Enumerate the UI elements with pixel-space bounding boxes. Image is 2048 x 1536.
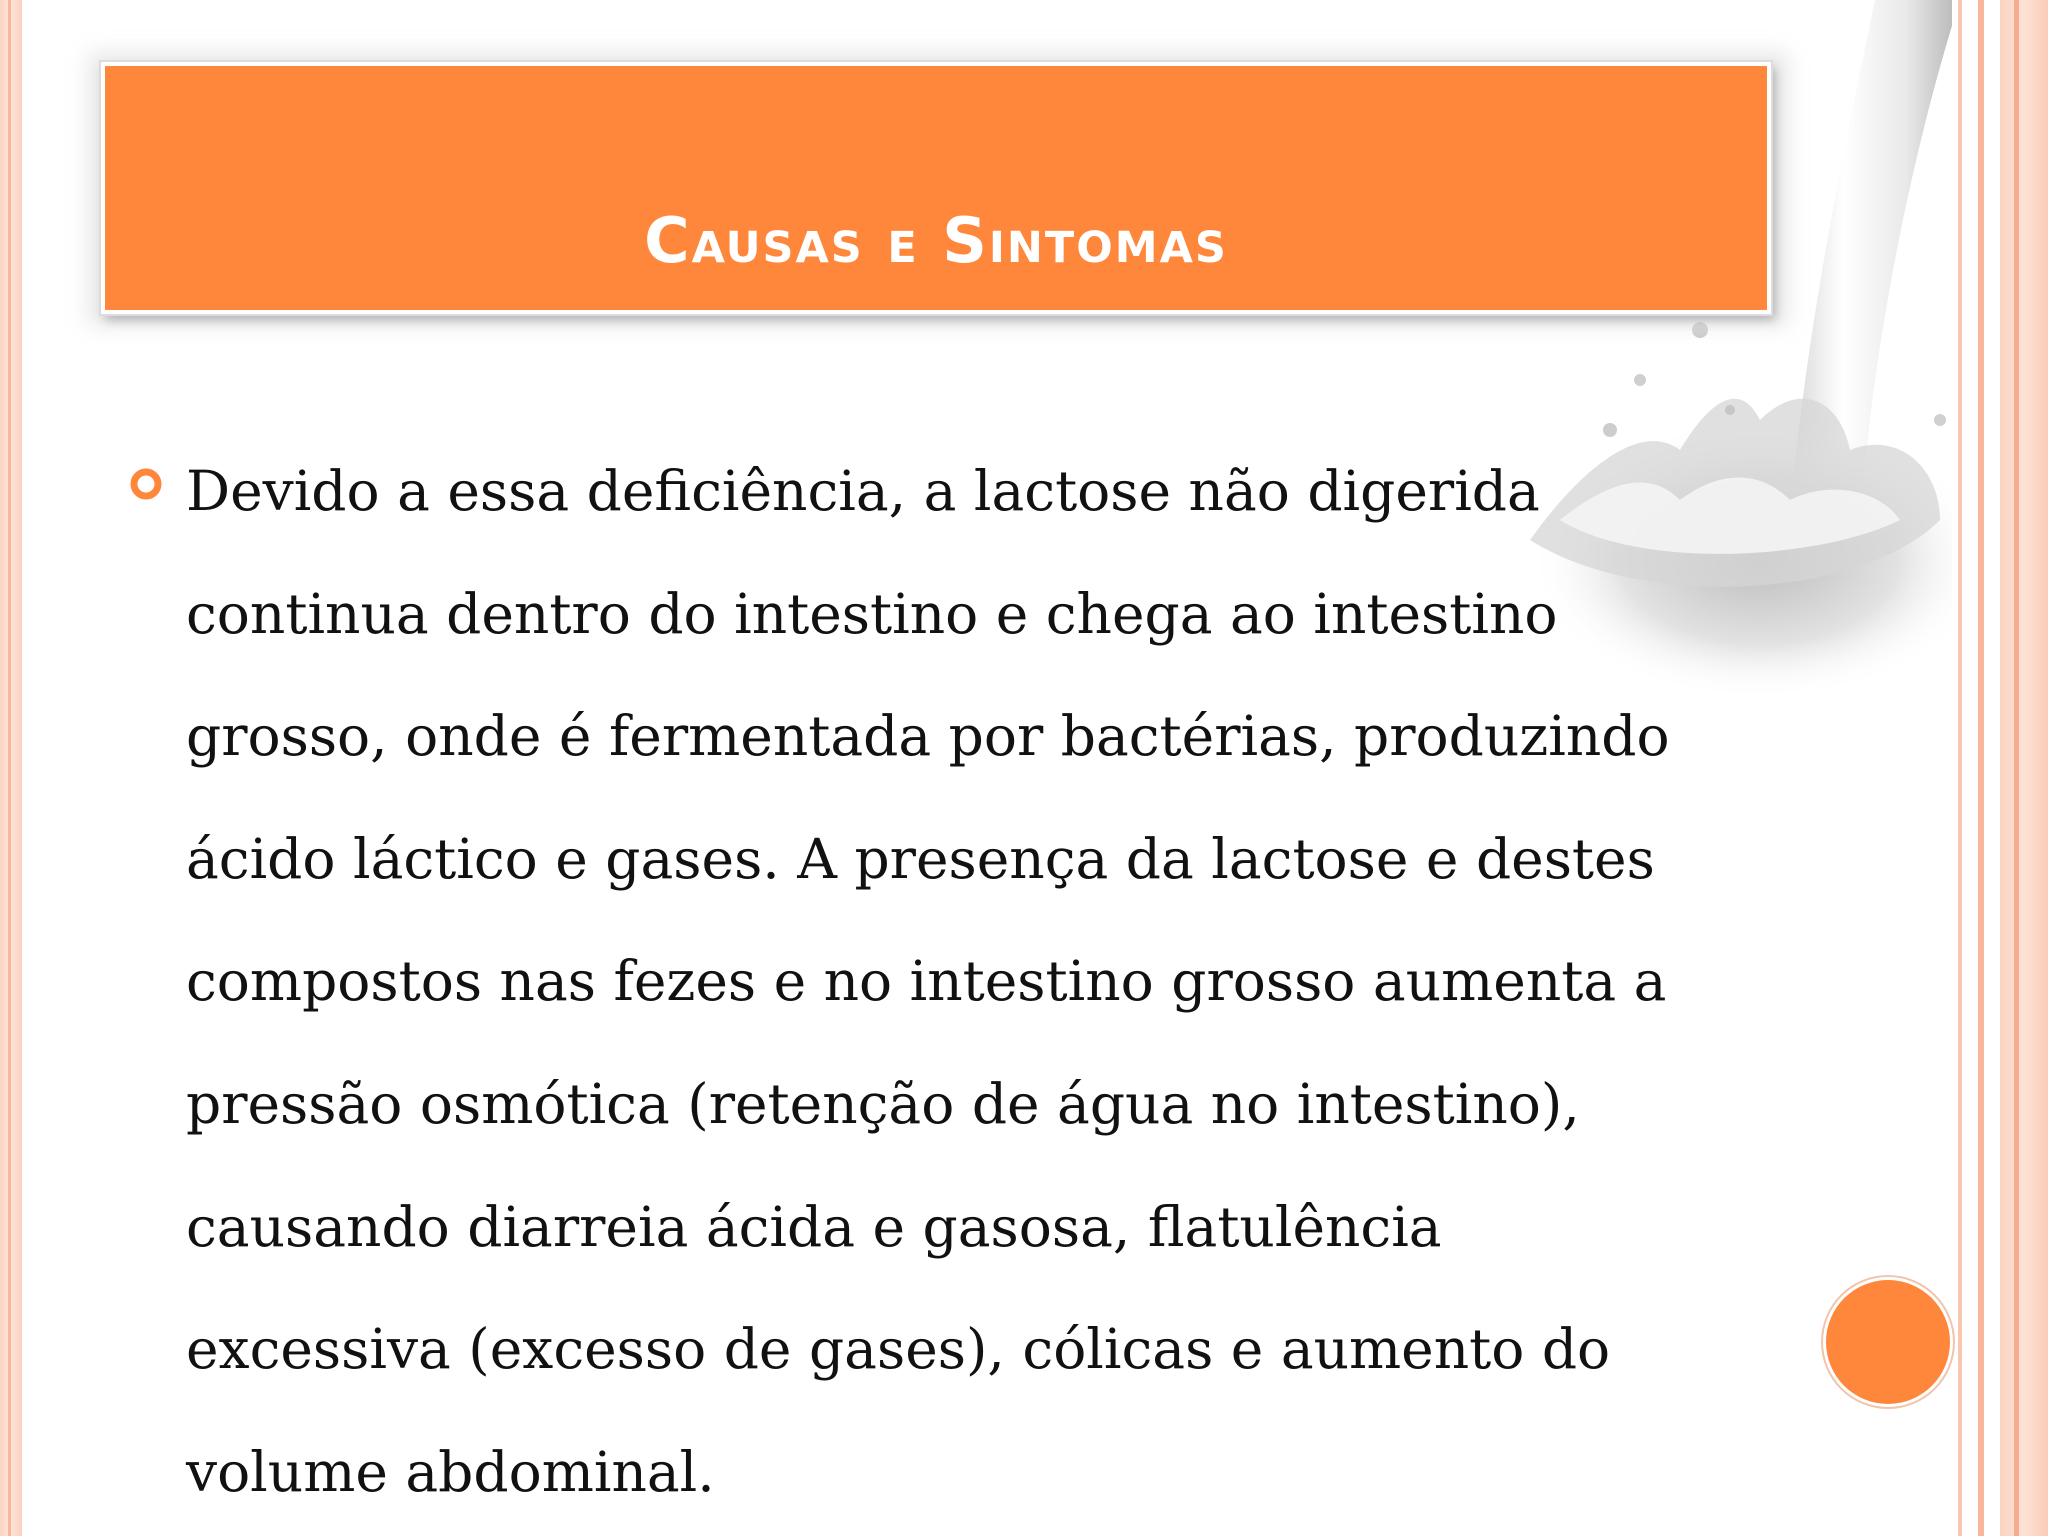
orange-circle-decoration [1826, 1280, 1950, 1404]
paragraph-line: causando diarreia ácida e gasosa, flatulência [186, 1194, 1442, 1259]
bullet-paragraph [186, 430, 1746, 1533]
right-border-line [1978, 0, 1984, 1536]
paragraph-line: pressão osmótica (retenção de água no intestino), [186, 1071, 1580, 1136]
paragraph-line: excessiva (excesso de gases), cólicas e aumento do [186, 1317, 1611, 1382]
paragraph-line: Devido a essa deficiência, a lactose não digerida [186, 459, 1540, 523]
left-border-stripe [0, 0, 22, 1536]
ring-bullet-icon [128, 466, 164, 502]
paragraph-line: compostos nas fezes e no intestino grosso aumenta a [186, 949, 1667, 1014]
paragraph-line: continua dentro do intestino e chega ao intestino [186, 581, 1558, 646]
slide-title: Causas e Sintomas [644, 204, 1228, 277]
title-banner [101, 62, 1771, 314]
right-border-line [1958, 0, 1962, 1536]
right-border-stripe [2000, 0, 2048, 1536]
paragraph-line: volume abdominal. [186, 1439, 715, 1504]
paragraph-line: ácido láctico e gases. A presença da lactose e destes [186, 826, 1655, 891]
paragraph-line: grosso, onde é fermentada por bactérias, produzindo [186, 704, 1670, 769]
